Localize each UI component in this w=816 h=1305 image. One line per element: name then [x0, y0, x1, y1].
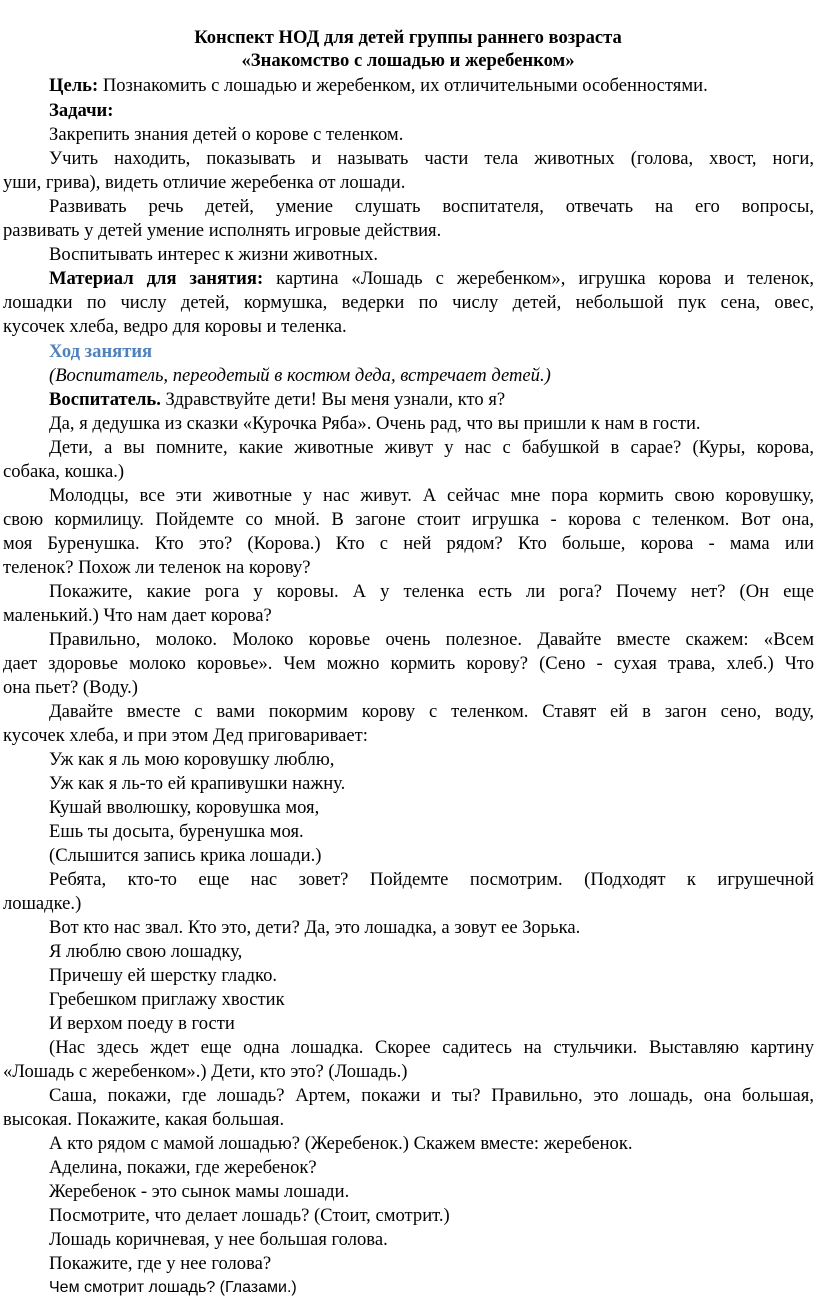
title-line-2: «Знакомство с лошадью и жеребенком» [241, 50, 575, 71]
task-1: Закрепить знания детей о корове с теленком. [49, 124, 404, 145]
text-line: А кто рядом с мамой лошадью? (Жеребенок.) Скажем вместе: жеребенок. [49, 1133, 633, 1154]
speaker-line [49, 389, 505, 411]
text-line: маленький.) Что нам дает корова? [3, 605, 272, 626]
text-line: кусочек хлеба, и при этом Дед приговаривает: [3, 725, 368, 746]
course-heading: Ход занятия [49, 341, 153, 362]
goal-text: Познакомить с лошадью и жеребенком, их отличительными особенностями. [98, 75, 708, 96]
text-line: свою кормилицу. Пойдемте со мной. В загоне стоит игрушка - корова с теленком. Вот она, [3, 509, 814, 530]
text-line: теленок? Похож ли теленок на корову? [3, 557, 311, 578]
material-text-a: картина «Лошадь с жеребенком», игрушка корова и теленок, [263, 268, 815, 289]
text-line: Да, я дедушка из сказки «Курочка Ряба». Очень рад, что вы пришли к нам в гости. [49, 413, 701, 434]
poem-line: Уж как я ль-то ей крапивушки нажну. [49, 773, 346, 794]
text-line: дает здоровье молоко коровье». Чем можно кормить корову? (Сено - сухая трава, хлеб.) Что [3, 653, 814, 674]
speaker-greeting: Здравствуйте дети! Вы меня узнали, кто я? [160, 389, 506, 410]
text-line: (Нас здесь ждет еще одна лошадка. Скорее садитесь на стульчики. Выставляю картину [49, 1037, 814, 1058]
text-line: моя Буренушка. Кто это? (Корова.) Кто с ней рядом? Кто больше, корова - мама или [3, 533, 814, 554]
task-3-line-1: Развивать речь детей, умение слушать воспитателя, отвечать на его вопросы, [49, 196, 814, 217]
text-line: Вот кто нас звал. Кто это, дети? Да, это лошадка, а зовут ее Зорька. [49, 917, 581, 938]
poem-line: Причешу ей шерстку гладко. [49, 965, 278, 986]
tasks-label: Задачи: [49, 100, 114, 121]
material-line-3: кусочек хлеба, ведро для коровы и теленка. [3, 316, 347, 337]
text-line: Покажите, какие рога у коровы. А у теленка есть ли рога? Почему нет? (Он еще [49, 581, 814, 602]
poem-line: Гребешком приглажу хвостик [49, 989, 285, 1010]
poem-line: Ешь ты досыта, буренушка моя. [49, 821, 304, 842]
poem-line: И верхом поеду в гости [49, 1013, 235, 1034]
poem-line: Кушай вволюшку, коровушка моя, [49, 797, 320, 818]
speaker-label: Воспитатель. [49, 389, 161, 410]
task-4: Воспитывать интерес к жизни животных. [49, 244, 379, 265]
material-line-2: лошадки по числу детей, кормушка, ведерки по числу детей, небольшой пук сена, овес, [3, 292, 814, 313]
text-line: Молодцы, все эти животные у нас живут. А сейчас мне пора кормить свою коровушку, [49, 485, 814, 506]
task-3-line-2: развивать у детей умение исполнять игровые действия. [3, 220, 442, 241]
text-line: Аделина, покажи, где жеребенок? [49, 1157, 317, 1178]
text-line: высокая. Покажите, какая большая. [3, 1109, 285, 1130]
material-line-1 [49, 268, 814, 290]
title-line-1: Конспект НОД для детей группы раннего возраста [194, 27, 622, 48]
course-intro: (Воспитатель, переодетый в костюм деда, встречает детей.) [49, 365, 551, 386]
text-line: Посмотрите, что делает лошадь? (Стоит, смотрит.) [49, 1205, 450, 1226]
text-line: Покажите, где у нее голова? [49, 1253, 272, 1274]
text-line: «Лошадь с жеребенком».) Дети, кто это? (Лошадь.) [3, 1061, 408, 1082]
text-line: лошадке.) [3, 893, 82, 914]
text-line: Давайте вместе с вами покормим корову с теленком. Ставят ей в загон сено, воду, [49, 701, 814, 722]
text-line: собака, кошка.) [3, 461, 125, 482]
text-line: она пьет? (Воду.) [3, 677, 138, 698]
material-label: Материал для занятия: [49, 268, 264, 289]
text-line: Жеребенок - это сынок мамы лошади. [49, 1181, 350, 1202]
task-2-line-2: уши, грива), видеть отличие жеребенка от лошади. [3, 172, 406, 193]
text-line: Чем смотрит лошадь? (Глазами.) [49, 1279, 297, 1296]
text-line: Саша, покажи, где лошадь? Артем, покажи и ты? Правильно, это лошадь, она большая, [49, 1085, 814, 1106]
text-line: (Слышится запись крика лошади.) [49, 845, 322, 866]
poem-line: Я люблю свою лошадку, [49, 941, 243, 962]
text-line: Правильно, молоко. Молоко коровье очень полезное. Давайте вместе скажем: «Всем [49, 629, 814, 650]
goal-label: Цель: [49, 75, 99, 96]
text-line: Ребята, кто-то еще нас зовет? Пойдемте посмотрим. (Подходят к игрушечной [49, 869, 814, 890]
task-2-line-1: Учить находить, показывать и называть части тела животных (голова, хвост, ноги, [49, 148, 814, 169]
text-line: Дети, а вы помните, какие животные живут у нас с бабушкой в сарае? (Куры, корова, [49, 437, 814, 458]
goal-paragraph [49, 75, 708, 97]
poem-line: Уж как я ль мою коровушку люблю, [49, 749, 335, 770]
text-line: Лошадь коричневая, у нее большая голова. [49, 1229, 388, 1250]
